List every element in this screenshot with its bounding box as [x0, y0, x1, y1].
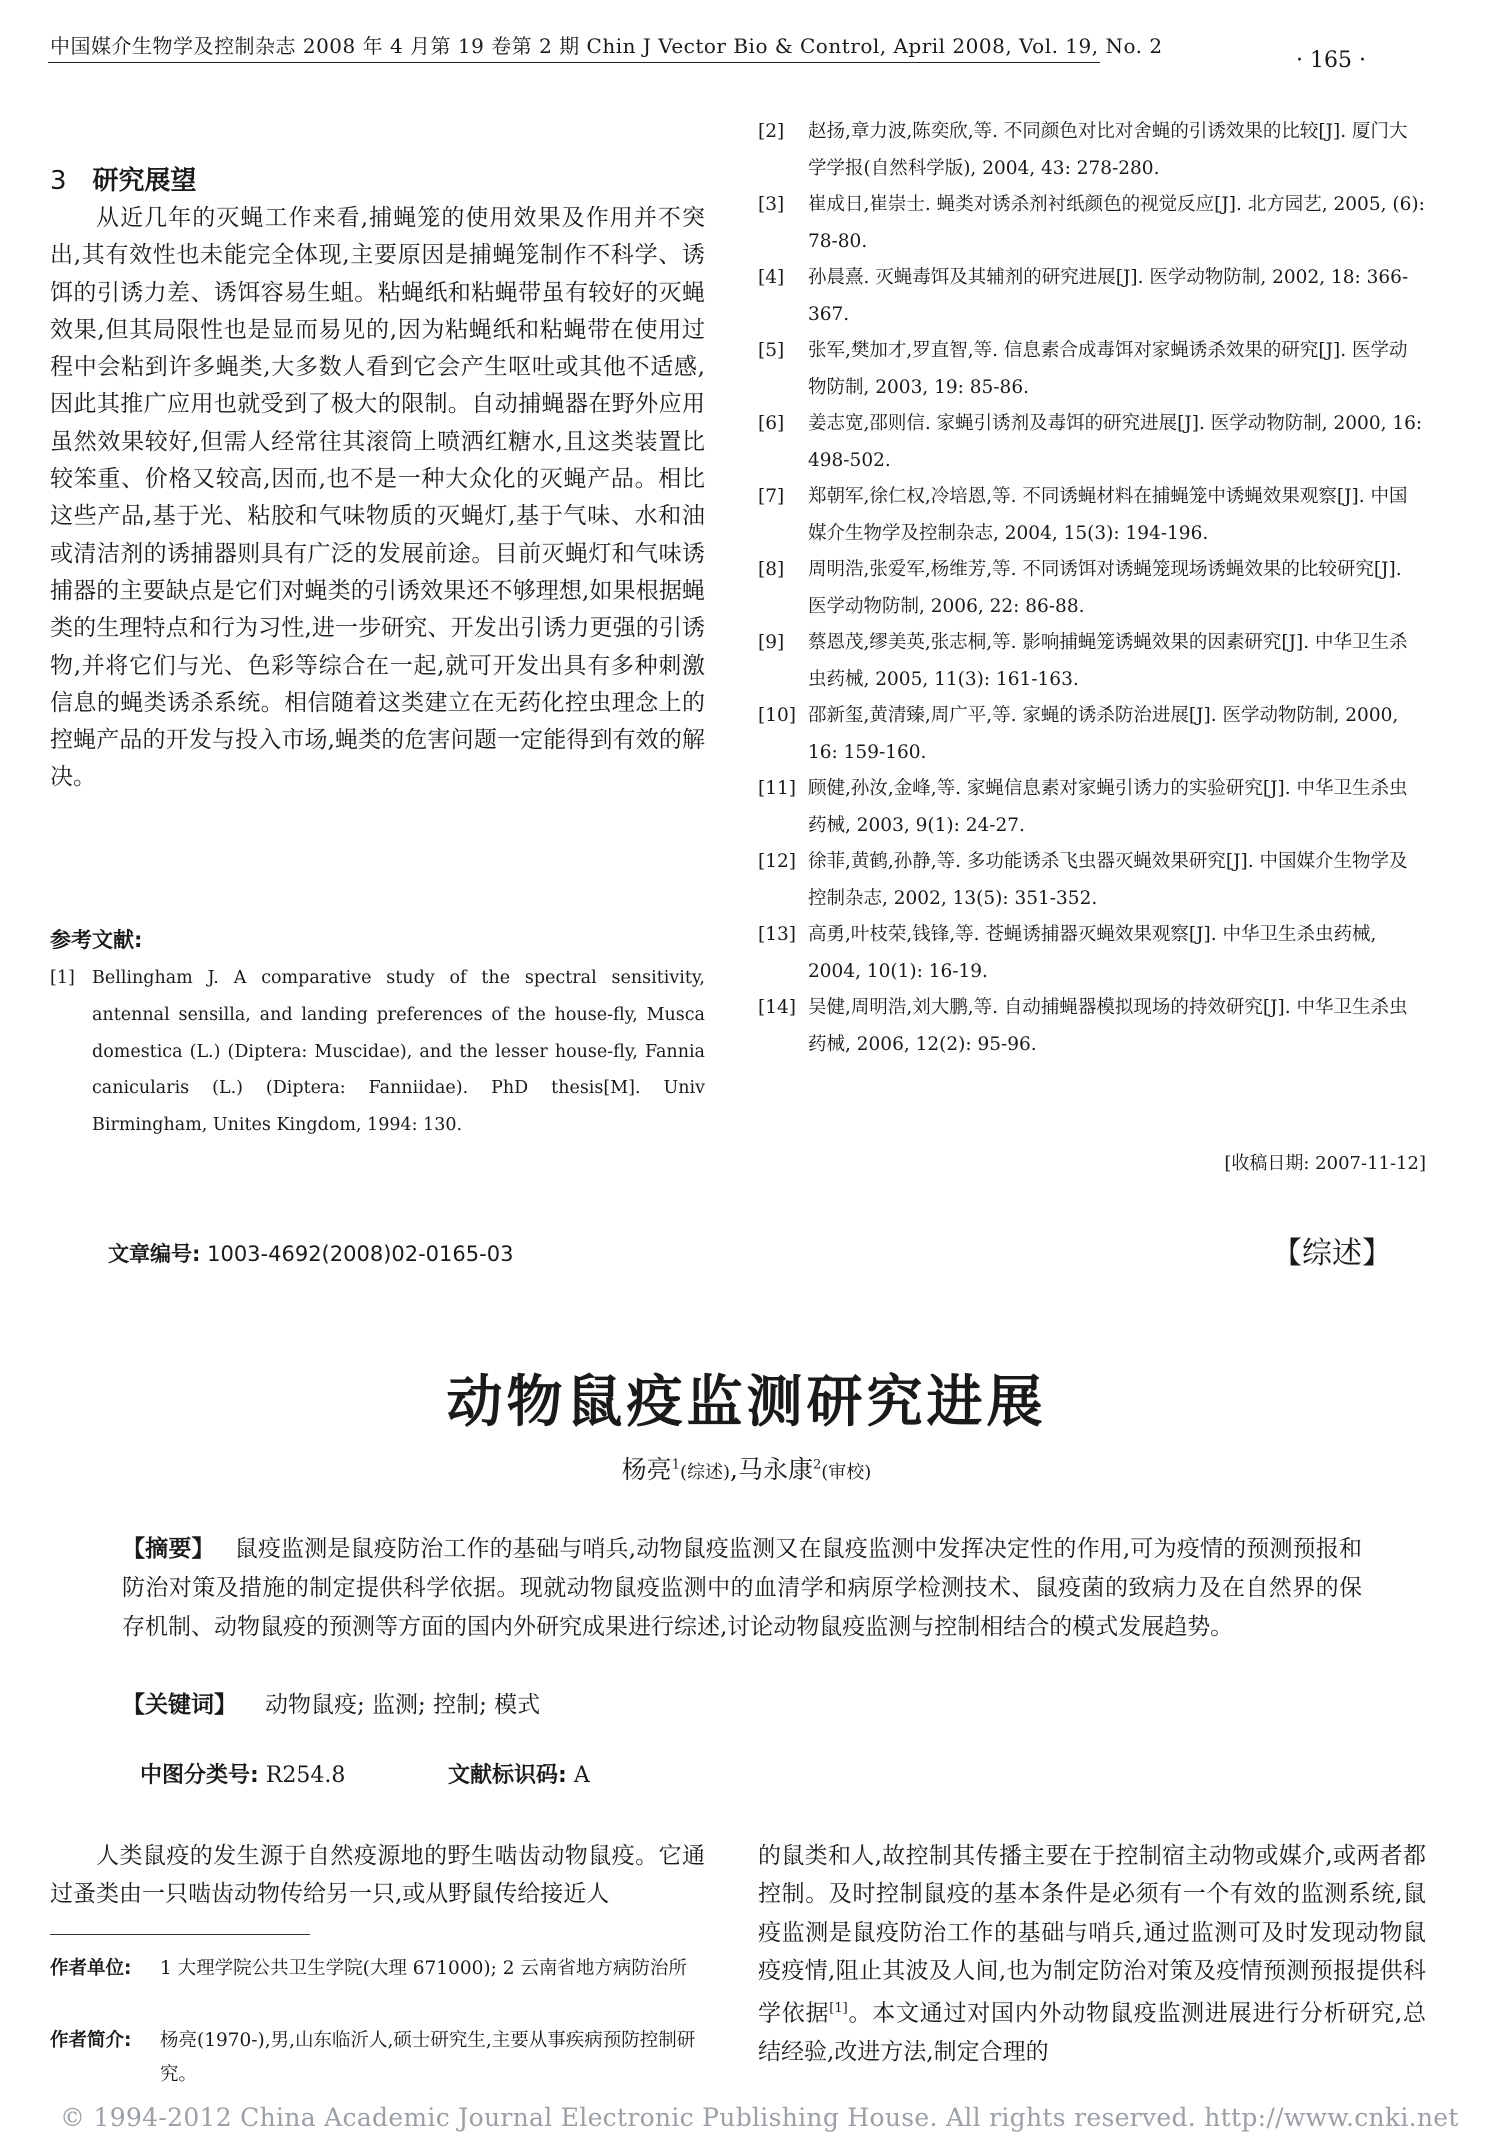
- author-unit-text: 1 大理学院公共卫生学院(大理 671000); 2 云南省地方病防治所: [160, 1958, 687, 1979]
- page-number: · 165 ·: [1296, 48, 1366, 73]
- reference-index: [5]: [758, 340, 785, 361]
- keywords-text: 动物鼠疫; 监测; 控制; 模式: [265, 1692, 541, 1718]
- reference-text: 顾健,孙汝,金峰,等. 家蝇信息素对家蝇引诱力的实验研究[J]. 中华卫生杀虫药械, 2003, 9(1): 24-27.: [808, 778, 1408, 836]
- section-number: 3: [50, 166, 67, 196]
- footnote-rule: [50, 1934, 310, 1935]
- section-3-body: [50, 200, 705, 797]
- section-title: 研究展望: [92, 166, 197, 196]
- reference-text: 郑朝军,徐仁权,冷培恩,等. 不同诱蝇材料在捕蝇笼中诱蝇效果观察[J]. 中国媒介生物学及控制杂志, 2004, 15(3): 194-196.: [808, 486, 1408, 544]
- reference-item: [758, 114, 1426, 187]
- reference-item: [758, 625, 1426, 698]
- author-2-role: (审校): [821, 1462, 872, 1483]
- reference-index: [6]: [758, 413, 785, 434]
- intro-right-text-end: 。本文通过对国内外动物鼠疫监测进展进行分析研究,总结经验,改进方法,制定合理的: [758, 2000, 1427, 2066]
- author-1-affiliation: 1: [671, 1457, 680, 1473]
- document-code: [448, 1758, 590, 1789]
- reference-item: [758, 844, 1426, 917]
- section-3-heading: [50, 160, 705, 197]
- reference-item: [758, 698, 1426, 771]
- copyright-footer: © 1994-2012 China Academic Journal Electronic Publishing House. All rights reserved. http://www.cnki.net: [60, 2103, 1459, 2132]
- reference-text: 邵新玺,黄清臻,周广平,等. 家蝇的诱杀防治进展[J]. 医学动物防制, 2000, 16: 159-160.: [808, 705, 1399, 763]
- reference-index: [2]: [758, 121, 785, 142]
- reference-text: 张军,樊加才,罗直智,等. 信息素合成毒饵对家蝇诱杀效果的研究[J]. 医学动物防制, 2003, 19: 85-86.: [808, 340, 1408, 398]
- received-date: [收稿日期: 2007-11-12]: [1224, 1153, 1426, 1174]
- article-number-label: 文章编号:: [108, 1242, 201, 1266]
- author-2: 马永康: [737, 1455, 813, 1484]
- reference-item: [758, 917, 1426, 990]
- author-separator: ,: [730, 1455, 738, 1484]
- abstract-text: 鼠疫监测是鼠疫防治工作的基础与哨兵,动物鼠疫监测又在鼠疫监测中发挥决定性的作用,可为疫情的预测预报和防治对策及措施的制定提供科学依据。现就动物鼠疫监测中的血清学和病原学检测技术、鼠疫菌的致病力及在自然界的保存机制、动物鼠疫的预测等方面的国内外研究成果进行综述,讨论动物鼠疫监测与控制相结合的模式发展趋势。: [122, 1536, 1363, 1640]
- reference-item: [758, 260, 1426, 333]
- article-title: 动物鼠疫监测研究进展: [446, 1370, 1047, 1435]
- reference-list: [758, 114, 1426, 1063]
- reference-text: 姜志宽,邵则信. 家蝇引诱剂及毒饵的研究进展[J]. 医学动物防制, 2000, 16: 498-502.: [808, 413, 1423, 471]
- reference-text: 徐菲,黄鹤,孙静,等. 多功能诱杀飞虫器灭蝇效果研究[J]. 中国媒介生物学及控制杂志, 2002, 13(5): 351-352.: [808, 851, 1408, 909]
- reference-text: 蔡恩茂,缪美英,张志桐,等. 影响捕蝇笼诱蝇效果的因素研究[J]. 中华卫生杀虫药械, 2005, 11(3): 161-163.: [808, 632, 1408, 690]
- reference-index: [1]: [50, 968, 75, 988]
- reference-index: [14]: [758, 997, 796, 1018]
- intro-left-column: [50, 1838, 705, 1913]
- reference-index: [4]: [758, 267, 785, 288]
- reference-index: [11]: [758, 778, 796, 799]
- abstract-label: 【摘要】: [122, 1536, 215, 1562]
- document-code-value: A: [573, 1763, 590, 1788]
- article-number: [108, 1238, 513, 1268]
- reference-index: [12]: [758, 851, 796, 872]
- article-type: 【综述】: [1272, 1236, 1392, 1271]
- author-1-role: (综述): [679, 1462, 731, 1483]
- keywords: [122, 1686, 540, 1719]
- intro-left-text: 人类鼠疫的发生源于自然疫源地的野生啮齿动物鼠疫。它通过蚤类由一只啮齿动物传给另一只,或从野鼠传给接近人: [50, 1843, 705, 1907]
- reference-index: [13]: [758, 924, 796, 945]
- reference-text: 吴健,周明浩,刘大鹏,等. 自动捕蝇器模拟现场的持效研究[J]. 中华卫生杀虫药械, 2006, 12(2): 95-96.: [808, 997, 1408, 1055]
- reference-item: [758, 333, 1426, 406]
- reference-item: [758, 479, 1426, 552]
- reference-text: 赵扬,章力波,陈奕欣,等. 不同颜色对比对舍蝇的引诱效果的比较[J]. 厦门大学学报(自然科学版), 2004, 43: 278-280.: [808, 121, 1408, 179]
- references-title: 参考文献:: [50, 928, 143, 952]
- reference-text: Bellingham J. A comparative study of the spectral sensitivity, antennal sensilla, and landing preferences of the house-fly, Musca domestica (L.) (Diptera: Muscidae), and the lesser house-fly, Fannia canicularis (L.) (Diptera: Fanniidae). PhD thesis[M]. Univ Birmingham, Unites Kingdom, 1994: 130.: [92, 968, 705, 1136]
- reference-item: [758, 187, 1426, 260]
- reference-index: [8]: [758, 559, 785, 580]
- author-unit: [50, 1952, 710, 1986]
- abstract: [122, 1530, 1362, 1647]
- author-bio-text: 杨亮(1970-),男,山东临沂人,硕士研究生,主要从事疾病预防控制研究。: [160, 2030, 696, 2085]
- author-2-affiliation: 2: [812, 1457, 822, 1473]
- author-unit-label: 作者单位:: [50, 1958, 132, 1979]
- header-rule: [48, 62, 1100, 63]
- reference-index: [7]: [758, 486, 785, 507]
- reference-item: [758, 406, 1426, 479]
- keywords-label: 【关键词】: [122, 1692, 237, 1718]
- reference-text: 孙晨熹. 灭蝇毒饵及其辅剂的研究进展[J]. 医学动物防制, 2002, 18: 366-367.: [808, 267, 1409, 325]
- reference-index: [9]: [758, 632, 785, 653]
- clc-label: 中图分类号:: [140, 1763, 259, 1788]
- clc-number: [140, 1758, 345, 1789]
- author-bio-label: 作者简介:: [50, 2030, 132, 2051]
- reference-1: [50, 960, 705, 1144]
- reference-item: [758, 552, 1426, 625]
- authors: [0, 1450, 1493, 1486]
- running-header: 中国媒介生物学及控制杂志 2008 年 4 月第 19 卷第 2 期 Chin J Vector Bio & Control, April 2008, Vol. 19, No. 2: [50, 34, 1163, 58]
- reference-index: [10]: [758, 705, 796, 726]
- reference-index: [3]: [758, 194, 785, 215]
- author-1: 杨亮: [621, 1455, 672, 1484]
- document-code-label: 文献标识码:: [448, 1763, 567, 1788]
- reference-text: 高勇,叶枝荣,钱锋,等. 苍蝇诱捕器灭蝇效果观察[J]. 中华卫生杀虫药械, 2004, 10(1): 16-19.: [808, 924, 1377, 982]
- intro-right-text: 的鼠类和人,故控制其传播主要在于控制宿主动物或媒介,或两者都控制。及时控制鼠疫的基本条件是必须有一个有效的监测系统,鼠疫监测是鼠疫防治工作的基础与哨兵,通过监测可及时发现动物鼠疫疫情,阻止其波及人间,也为制定防治对策及疫情预测预报提供科学依据: [758, 1843, 1426, 2027]
- reference-item: [758, 771, 1426, 844]
- article-number-value: 1003-4692(2008)02-0165-03: [207, 1242, 514, 1266]
- reference-text: 崔成日,崔崇士. 蝇类对诱杀剂衬纸颜色的视觉反应[J]. 北方园艺, 2005, (6): 78-80.: [808, 194, 1425, 252]
- clc-value: R254.8: [265, 1763, 346, 1788]
- citation-marker: [1]: [829, 2001, 848, 2017]
- reference-item: [758, 990, 1426, 1063]
- author-bio: [50, 2024, 710, 2092]
- reference-text: 周明浩,张爱军,杨维芳,等. 不同诱饵对诱蝇笼现场诱蝇效果的比较研究[J]. 医学动物防制, 2006, 22: 86-88.: [808, 559, 1402, 617]
- intro-right-column: [758, 1837, 1426, 2071]
- section-3-paragraph: 从近几年的灭蝇工作来看,捕蝇笼的使用效果及作用并不突出,其有效性也未能完全体现,主要原因是捕蝇笼制作不科学、诱饵的引诱力差、诱饵容易生蛆。粘蝇纸和粘蝇带虽有较好的灭蝇效果,但其局限性也是显而易见的,因为粘蝇纸和粘蝇带在使用过程中会粘到许多蝇类,大多数人看到它会产生呕吐或其他不适感,因此其推广应用也就受到了极大的限制。自动捕蝇器在野外应用虽然效果较好,但需人经常往其滚筒上喷洒红糖水,且这类装置比较笨重、价格又较高,因而,也不是一种大众化的灭蝇产品。相比这些产品,基于光、粘胶和气味物质的灭蝇灯,基于气味、水和油或清洁剂的诱捕器则具有广泛的发展前途。目前灭蝇灯和气味诱捕器的主要缺点是它们对蝇类的引诱效果还不够理想,如果根据蝇类的生理特点和行为习性,进一步研究、开发出引诱力更强的引诱物,并将它们与光、色彩等综合在一起,就可开发出具有多种刺激信息的蝇类诱杀系统。相信随着这类建立在无药化控虫理念上的控蝇产品的开发与投入市场,蝇类的危害问题一定能得到有效的解决。: [50, 205, 705, 791]
